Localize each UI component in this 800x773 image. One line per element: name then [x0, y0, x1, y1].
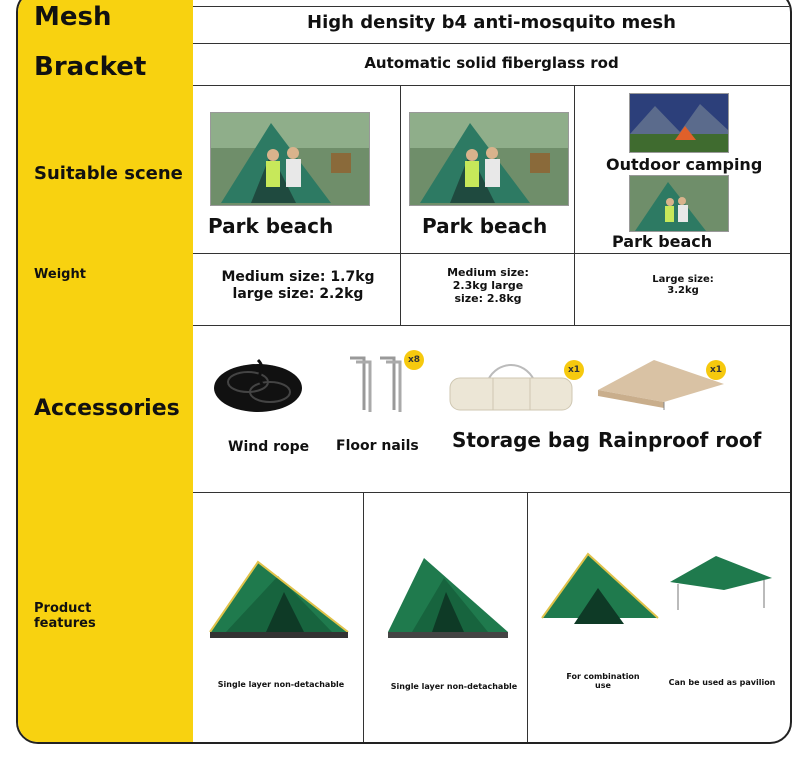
weight-medium-large: Medium size: 1.7kg large size: 2.2kg: [221, 269, 375, 302]
divider: [363, 492, 364, 742]
tent-pavilion-image: [668, 552, 774, 612]
accessory-label-floor-nails: Floor nails: [336, 438, 419, 454]
label-bracket: Bracket: [34, 52, 147, 82]
accessory-label-storage-bag: Storage bag: [452, 428, 591, 452]
divider: [400, 85, 401, 325]
divider: [193, 6, 790, 7]
quantity-badge: x1: [564, 360, 584, 380]
bracket-value: Automatic solid fiberglass rod: [364, 54, 619, 72]
scene-photo-mountain-camp: [629, 93, 729, 153]
accessory-label-wind-rope: Wind rope: [228, 439, 310, 455]
tent-combination-image: [538, 548, 662, 638]
label-weight: Weight: [34, 267, 86, 282]
feature-caption-3: For combination use: [566, 672, 640, 690]
divider: [193, 85, 790, 86]
label-product-features: Product features: [34, 601, 96, 631]
feature-caption-2: Single layer non-detachable: [390, 682, 518, 691]
label-accessories: Accessories: [34, 396, 180, 421]
tent-single-layer-image: [206, 556, 351, 642]
divider: [574, 85, 575, 325]
scene-photo-tent-couple: [210, 112, 370, 206]
scene-caption-2: Park beach: [422, 214, 548, 238]
scene-photo-tent-couple: [629, 175, 729, 232]
tent-single-layer-image: [384, 552, 512, 640]
storage-bag-image: [448, 360, 574, 412]
weight-2: Medium size: 2.3kg large size: 2.8kg: [447, 266, 529, 305]
feature-caption-4: Can be used as pavilion: [668, 678, 776, 687]
scene-caption-3-top: Outdoor camping: [606, 155, 763, 174]
weight-3: Large size: 3.2kg: [652, 274, 714, 296]
divider: [527, 492, 528, 742]
divider: [193, 325, 790, 326]
mesh-value: High density b4 anti-mosquito mesh: [307, 12, 676, 33]
divider: [193, 253, 790, 254]
label-suitable-scene: Suitable scene: [34, 163, 183, 184]
wind-rope-image: [208, 350, 308, 422]
quantity-badge: x1: [706, 360, 726, 380]
spec-table: [16, 0, 792, 744]
quantity-badge: x8: [404, 350, 424, 370]
divider: [193, 43, 790, 44]
label-mesh: Mesh: [34, 2, 112, 32]
scene-caption-1: Park beach: [208, 214, 334, 238]
floor-nails-image: [340, 350, 410, 415]
feature-caption-1: Single layer non-detachable: [217, 680, 345, 689]
scene-photo-tent-couple: [409, 112, 569, 206]
accessory-label-rainproof-roof: Rainproof roof: [598, 428, 762, 452]
divider: [193, 492, 790, 493]
scene-caption-3-bottom: Park beach: [612, 232, 713, 251]
